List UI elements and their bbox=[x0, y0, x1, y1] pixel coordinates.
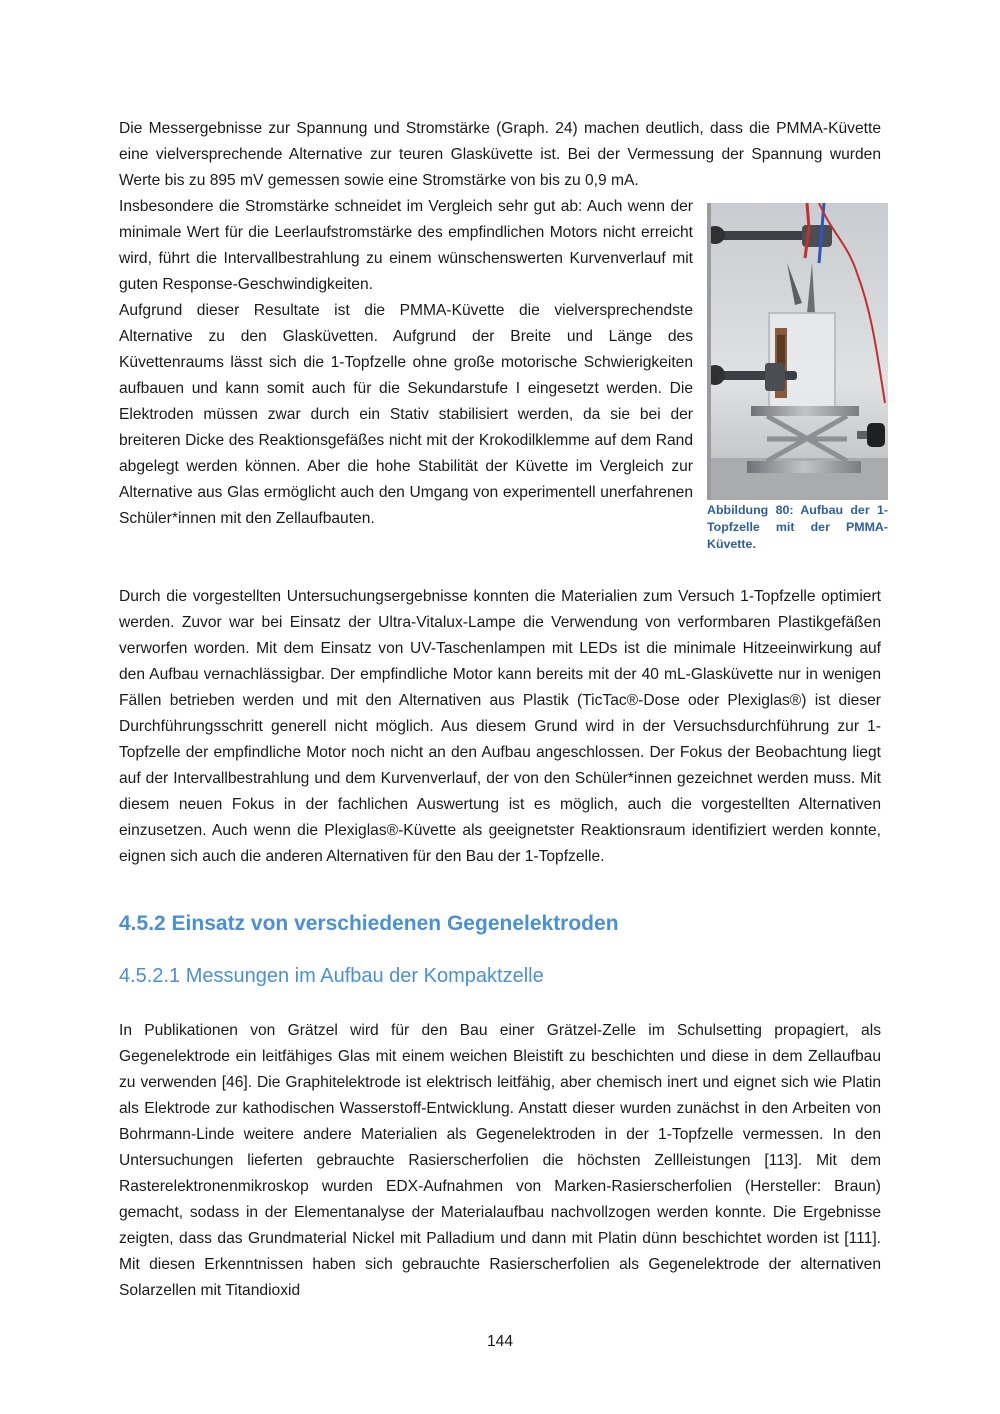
wrapped-text-column bbox=[119, 194, 693, 532]
paragraph-measurement-results: Die Messergebnisse zur Spannung und Stromstärke (Graph. 24) machen deutlich, dass die PMMA-Küvette eine vielversprechende Alternative zur teuren Glasküvette ist. Bei der Vermessung der Spannung wurden Werte bis zu 895 mV gemessen sowie eine Stromstärke von bis zu 0,9 mA. bbox=[119, 120, 881, 189]
setup-photo bbox=[707, 203, 888, 500]
page-number: 144 bbox=[486, 1333, 514, 1350]
paragraph-graetzel: In Publikationen von Grätzel wird für den Bau einer Grätzel-Zelle im Schulsetting propagiert, als Gegenelektrode ein leitfähiges Glas mit einem weichen Bleistift zu beschichten und diese in dem Zellaufbau zu verwenden [46]. Die Graphitelektrode ist elektrisch leitfähig, aber chemisch inert und eignet sich wie Platin als Elektrode zur kathodischen Wasserstoff-Entwicklung. Anstatt dieser wurden zunächst in den Arbeiten von Bohrmann-Linde weitere andere Materialien als Gegenelektroden in der 1-Topfzelle vermessen. In den Untersuchungen lieferten gebrauchte Rasierscherfolien die höchsten Zellleistungen [113]. Mit dem Rasterelektronenmikroskop wurden EDX-Aufnahmen von Marken-Rasierscherfolien (Hersteller: Braun) gemacht, sodass in der Elementanalyse der Materialaufbau nachvollzogen werden konnte. Die Ergebnisse zeigten, dass das Grundmaterial Nickel mit Palladium und dann mit Platin dünn beschichtet worden ist [111]. Mit diesen Erkenntnissen haben sich gebrauchte Rasierscherfolien als Gegenelektrode der alternativen Solarzellen mit Titandioxid bbox=[119, 1022, 881, 1299]
paragraph-pmma-results: Aufgrund dieser Resultate ist die PMMA-Küvette die vielversprechendste Alternative zu den Glasküvetten. Aufgrund der Breite und Länge des Küvettenraums lässt sich die 1-Topfzelle ohne große motorische Schwierigkeiten aufbauen und kann somit auch für die Sekundarstufe I eingesetzt werden. Die Elektroden müssen zwar durch ein Stativ stabilisiert werden, da sie bei der breiteren Dicke des Reaktionsgefäßes nicht mit der Krokodilklemme auf dem Rand abgelegt werden können. Aber die hohe Stabilität der Küvette im Vergleich zur Alternative aus Glas ermöglicht auch den Umgang von experimentell unerfahrenen Schüler*innen mit den Zellaufbauten. bbox=[119, 302, 693, 527]
subsection-heading-compact-cell: 4.5.2.1 Messungen im Aufbau der Kompaktzelle bbox=[119, 965, 544, 987]
section-heading-counter-electrodes: 4.5.2 Einsatz von verschiedenen Gegenelektroden bbox=[119, 912, 619, 935]
paragraph-current-strength: Insbesondere die Stromstärke schneidet im Vergleich sehr gut ab: Auch wenn der minimale Wert für die Leerlaufstromstärke des empfindlichen Motors nicht erreicht wird, führt die Intervallbestrahlung zu einem wünschenswerten Kurvenverlauf mit guten Response-Geschwindigkeiten. bbox=[119, 198, 693, 293]
figure-caption: Abbildung 80: Aufbau der 1-Topfzelle mit der PMMA-Küvette. bbox=[707, 503, 888, 551]
paragraph-optimization: Durch die vorgestellten Untersuchungsergebnisse konnten die Materialien zum Versuch 1-Topfzelle optimiert werden. Zuvor war bei Einsatz der Ultra-Vitalux-Lampe die Verwendung von verformbaren Plastikgefäßen verworfen worden. Mit dem Einsatz von UV-Taschenlampen mit LEDs ist die minimale Hitzeeinwirkung auf den Aufbau vernachlässigbar. Der empfindliche Motor kann bereits mit der 40 mL-Glasküvette nur in wenigen Fällen betrieben werden und mit den Alternativen aus Plastik (TicTac®-Dose oder Plexiglas®) ist dieser Durchführungsschritt generell nicht möglich. Aus diesem Grund wird in der Versuchsdurchführung zur 1-Topfzelle der empfindliche Motor noch nicht an den Aufbau angeschlossen. Der Fokus der Beobachtung liegt auf der Intervallbestrahlung und dem Kurvenverlauf, der von den Schüler*innen gezeichnet werden muss. Mit diesem neuen Fokus in der fachlichen Auswertung ist es möglich, auch die vorgestellten Alternativen einzusetzen. Auch wenn die Plexiglas®-Küvette als geeignetster Reaktionsraum identifiziert werden konnte, eignen sich auch die anderen Alternativen für den Bau der 1-Topfzelle. bbox=[119, 588, 881, 865]
figure-pmma-setup bbox=[707, 203, 888, 553]
